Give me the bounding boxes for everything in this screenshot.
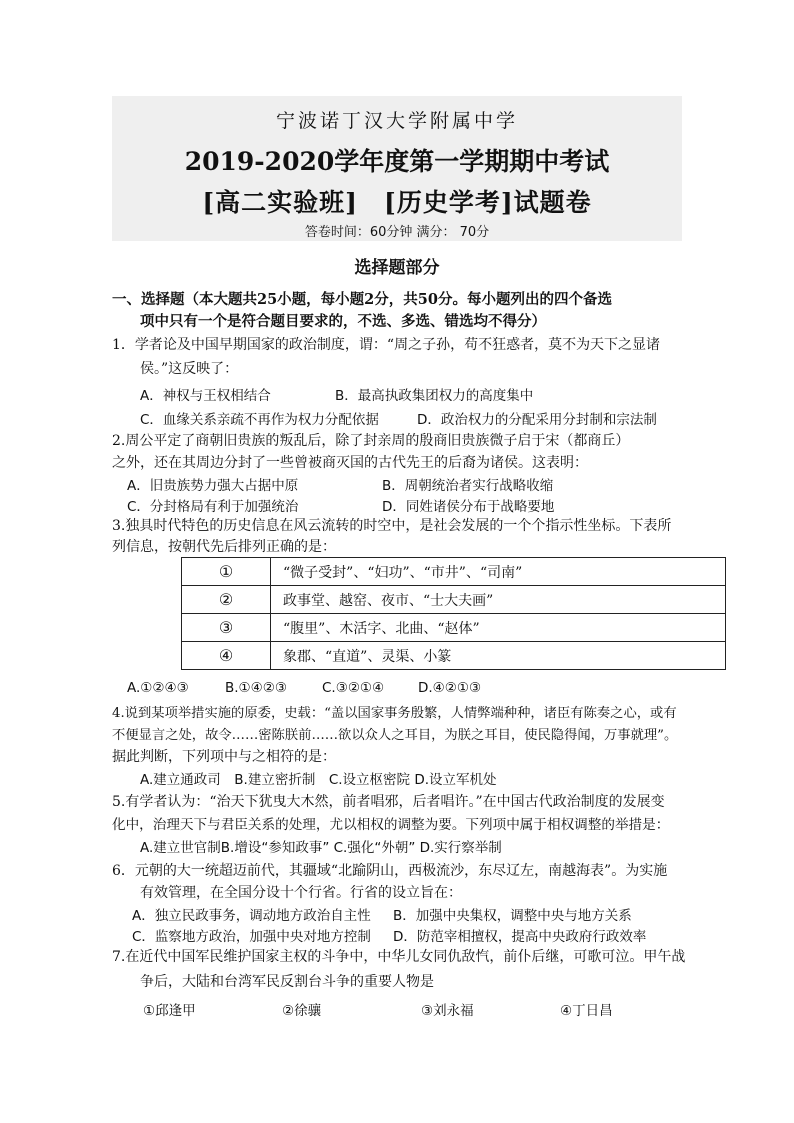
question-7-stem: 争后，大陆和台湾军民反割台斗争的重要人物是 [140, 974, 434, 990]
question-7-option-1: ①邱逢甲 [143, 1003, 196, 1019]
question-4-stem: 4.说到某项举措实施的原委，史载：“盖以国家事务殷繁，人情弊端种种，诸臣有陈奏之心，或有 [112, 706, 677, 721]
table-cell-text: 政事堂、越窑、夜市、“士大夫画” [271, 586, 726, 614]
table-cell-number: ④ [182, 642, 271, 670]
question-5-stem: 5.有学者认为：“治天下犹曳大木然，前者唱邪，后者唱许。”在中国古代政治制度的发展变 [112, 794, 665, 810]
section-heading: 选择题部分 [354, 258, 440, 278]
table-cell-text: 象郡、“直道”、灵渠、小篆 [271, 642, 726, 670]
question-6-stem: 6．元朝的大一统超迈前代，其疆域“北踰阴山，西极流沙，东尽辽左，南越海表”。为实施 [112, 863, 668, 879]
question-7-option-2: ②徐骧 [282, 1003, 322, 1019]
question-1-option-c: C．血缘关系亲疏不再作为权力分配依据 [140, 412, 379, 428]
question-3-option-b: B.①④②③ [225, 680, 287, 696]
table-cell-text: “微子受封”、“妇功”、“市井”、“司南” [271, 558, 726, 586]
question-4-options: A.建立通政司 B.建立密折制 C.设立枢密院 D.设立军机处 [140, 772, 497, 788]
school-name: 宁波诺丁汉大学附属中学 [275, 110, 518, 132]
exam-info: 答卷时间：60分钟 满分： 70分 [304, 225, 490, 240]
question-2-option-a: A．旧贵族势力强大占据中原 [127, 478, 299, 494]
question-6-stem: 有效管理，在全国分设十个行省。行省的设立旨在： [140, 885, 462, 901]
question-4-stem: 不便显言之处，故令……密陈朕前……欲以众人之耳目，为朕之耳目，使民隐得闻，万事就理”。 [112, 728, 678, 743]
question-3-option-c: C.③②①④ [322, 680, 385, 696]
question-7-option-3: ③刘永福 [421, 1003, 474, 1019]
question-3-stem: 列信息，按朝代先后排列正确的是： [112, 539, 336, 555]
table-cell-number: ① [182, 558, 271, 586]
table-cell-text: “腹里”、木活字、北曲、“赵体” [271, 614, 726, 642]
instruction-line: 项中只有一个是符合题目要求的，不选、多选、错选均不得分） [140, 313, 546, 330]
table-cell-number: ② [182, 586, 271, 614]
question-2-option-c: C．分封格局有利于加强统治 [127, 499, 299, 515]
table-row [182, 586, 726, 614]
question-2-stem: 之外，还在其周边分封了一些曾被商灭国的古代先王的后裔为诸侯。这表明： [112, 455, 588, 471]
table-row [182, 642, 726, 670]
question-2-stem: 2.周公平定了商朝旧贵族的叛乱后，除了封亲周的殷商旧贵族微子启于宋（都商丘） [112, 433, 630, 449]
table-cell-number: ③ [182, 614, 271, 642]
question-6-option-b: B．加强中央集权，调整中央与地方关系 [393, 908, 632, 924]
question-6-option-d: D．防范宰相擅权，提高中央政府行政效率 [393, 929, 647, 945]
question-6-option-c: C．监察地方政治，加强中央对地方控制 [132, 929, 371, 945]
question-1-option-b: B．最高执政集团权力的高度集中 [335, 388, 534, 404]
question-1-stem: 1．学者论及中国早期国家的政治制度，谓：“周之子孙，苟不狂惑者，莫不为天下之显诸 [112, 337, 661, 353]
table-row [182, 558, 726, 586]
question-3-table [181, 557, 726, 670]
question-3-stem: 3.独具时代特色的历史信息在风云流转的时空中，是社会发展的一个个指示性坐标。下表所 [112, 518, 672, 534]
question-3-option-a: A.①②④③ [127, 680, 189, 696]
question-1-option-d: D．政治权力的分配采用分封制和宗法制 [417, 412, 657, 428]
question-2-option-d: D．同姓诸侯分布于战略要地 [382, 499, 555, 515]
question-1-option-a: A．神权与王权相结合 [140, 388, 271, 404]
question-7-option-4: ④丁日昌 [560, 1003, 613, 1019]
question-5-stem: 化中，治理天下与君臣关系的处理，尤以相权的调整为要。下列项中属于相权调整的举措是： [112, 817, 670, 833]
exam-title: 2019-2020学年度第一学期期中考试 [184, 147, 610, 176]
question-7-stem: 7.在近代中国军民维护国家主权的斗争中，中华儿女同仇敌忾，前仆后继，可歌可泣。甲午战 [112, 949, 686, 965]
question-4-stem: 据此判断，下列项中与之相符的是： [112, 749, 336, 765]
table-row [182, 614, 726, 642]
paper-title: [高二实验班] [历史学考]试题卷 [202, 188, 592, 217]
question-2-option-b: B．周朝统治者实行战略收缩 [382, 478, 554, 494]
question-3-option-d: D.④②①③ [418, 680, 482, 696]
question-5-options: A.建立世官制B.增设“参知政事” C.强化“外朝” D.实行察举制 [140, 840, 502, 856]
question-1-stem: 侯。”这反映了： [140, 361, 239, 377]
instruction-line: 一、选择题（本大题共25小题，每小题2分，共50分。每小题列出的四个备选 [112, 291, 612, 308]
question-6-option-a: A．独立民政事务，调动地方政治自主性 [132, 908, 371, 924]
